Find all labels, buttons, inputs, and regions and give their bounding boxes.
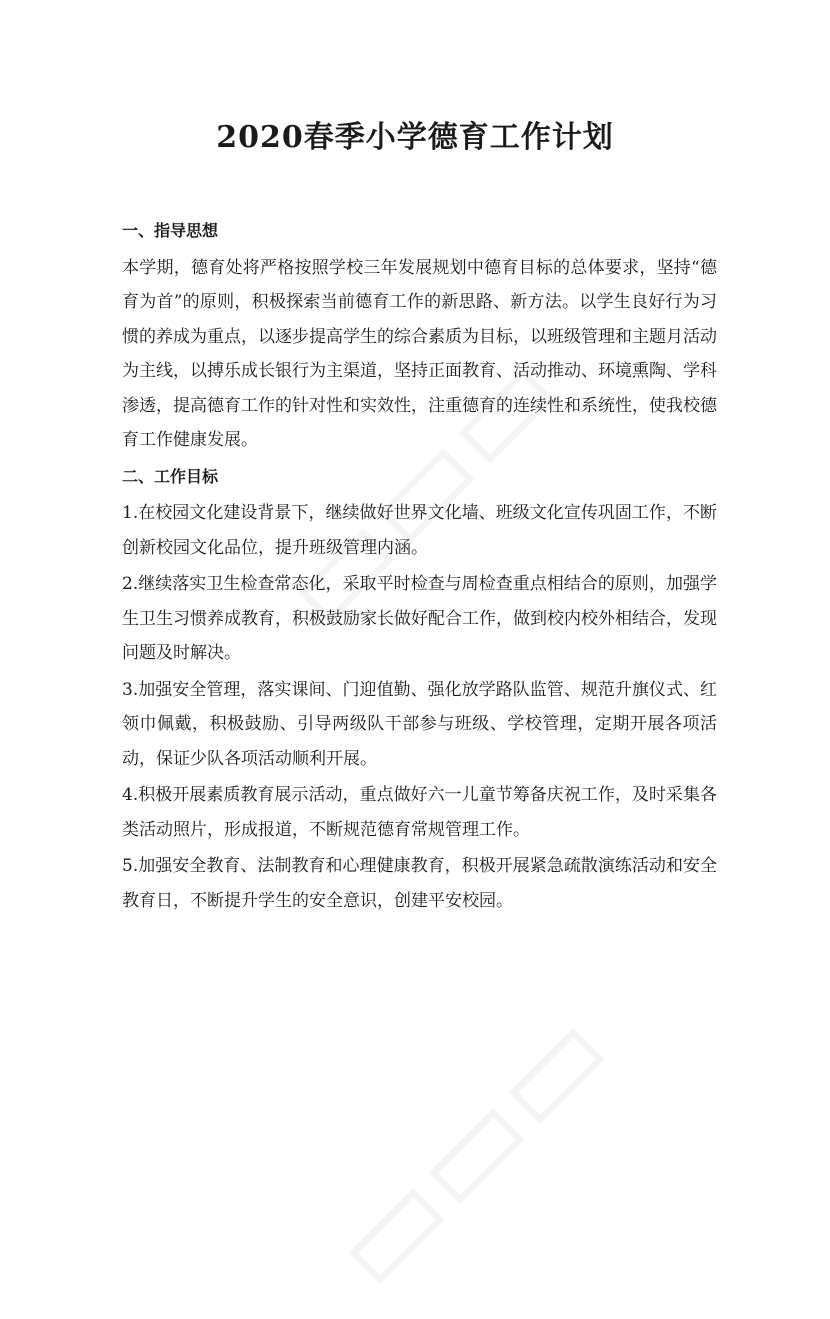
section-heading: 一、指导思想 <box>122 221 219 240</box>
paragraph: 5.加强安全教育、法制教育和心理健康教育，积极开展紧急疏散演练活动和安全教育日，不断提升学生的安全意识，创建平安校园。 <box>122 856 717 911</box>
paragraph: 本学期，德育处将严格按照学校三年发展规划中德育目标的总体要求，坚持“德育为首”的原则，积极探索当前德育工作的新思路、新方法。以学生良好行为习惯的养成为重点，以逐步提高学生的综合素质为目标，以班级管理和主题月活动为主线，以搏乐成长银行为主渠道，坚持正面教育、活动推动、环境熏陶、学科渗透，提高德育工作的针对性和实效性，注重德育的连续性和系统性，使我校德育工作健康发展。 <box>122 257 717 450</box>
section-heading: 二、工作目标 <box>122 466 219 486</box>
paragraph: 2.继续落实卫生检查常态化，采取平时检查与周检查重点相结合的原则，加强学生卫生习惯养成教育，积极鼓励家长做好配合工作，做到校内校外相结合，发现问题及时解决。 <box>122 574 717 663</box>
watermark-mark <box>301 980 640 1319</box>
document-body <box>122 214 717 920</box>
paragraph: 4.积极开展素质教育展示活动，重点做好六一儿童节筹备庆祝工作，及时采集各类活动照片，形成报道，不断规范德育常规管理工作。 <box>122 785 717 840</box>
paragraph: 3.加强安全管理，落实课间、门迎值勤、强化放学路队监管、规范升旗仪式、红领巾佩戴，积极鼓励、引导两级队干部参与班级、学校管理，定期开展各项活动，保证少队各项活动顺利开展。 <box>122 679 717 769</box>
paragraph: 1.在校园文化建设背景下，继续做好世界文化墙、班级文化宣传巩固工作，不断创新校园文化品位，提升班级管理内涵。 <box>122 503 717 558</box>
document-title: 2020春季小学德育工作计划 <box>216 120 614 155</box>
